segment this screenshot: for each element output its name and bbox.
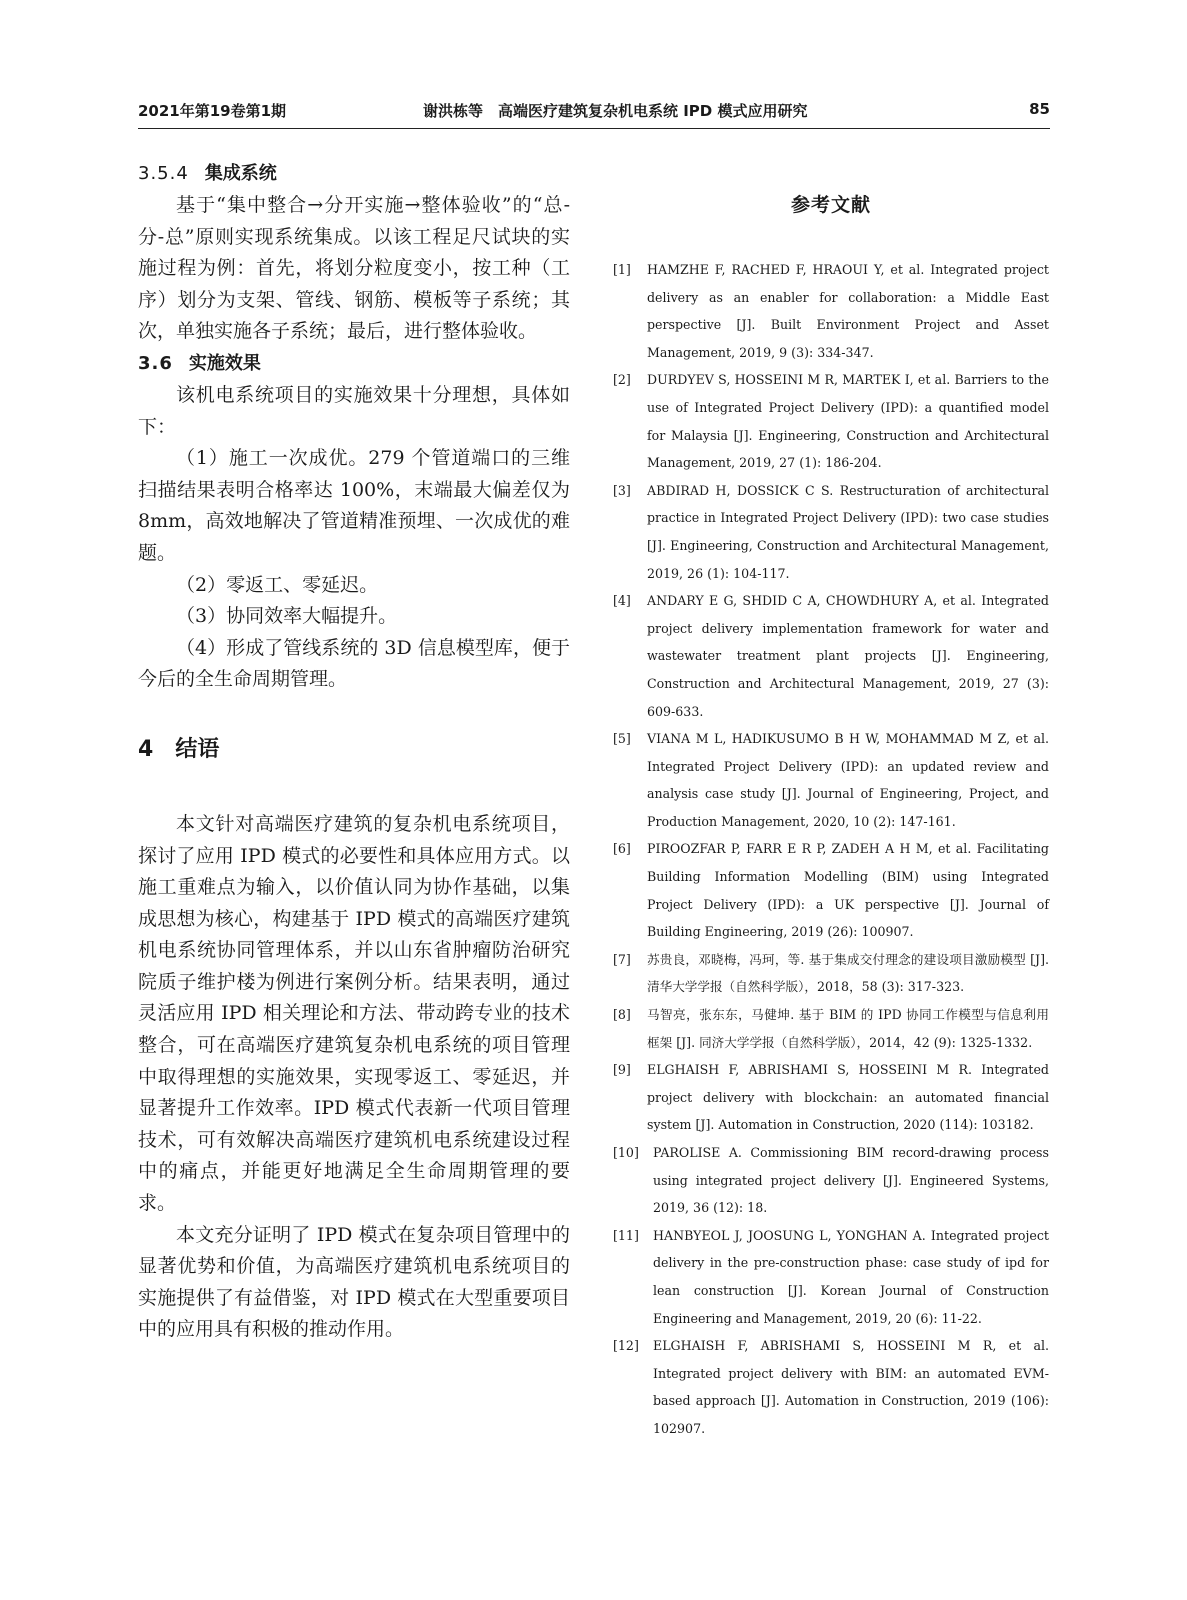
reference-number: [8] [613, 1007, 631, 1023]
reference-number: [3] [613, 482, 631, 498]
header-rule [138, 128, 1050, 129]
reference-text: VIANA M L, HADIKUSUMO B H W, MOHAMMAD M Z, et al. Integrated Project Delivery (IPD): an updated review and analysis case study [J]. Journal of Engineering, Project, and Production Management, 2020, 10 (2): 147-161. [647, 731, 1049, 829]
reference-item [613, 1001, 1049, 1056]
reference-text: PAROLISE A. Commissioning BIM record-drawing process using integrated project delivery [J]. Engineered Systems, 2019, 36 (12): 18. [653, 1145, 1049, 1216]
effect-item: （1）施工一次成优。279 个管道端口的三维扫描结果表明合格率达 100%，末端最大偏差仅为 8mm，高效地解决了管道精准预埋、一次成优的难题。 [138, 447, 570, 564]
body-paragraph: 基于“集中整合→分开实施→整体验收”的“总-分-总”原则实现系统集成。以该工程足尺试块的实施过程为例：首先，将划分粒度变小，按工种（工序）划分为支架、管线、钢筋、模板等子系统；其次，单独实施各子系统；最后，进行整体验收。 [138, 194, 570, 343]
section-heading-3-6 [138, 348, 570, 380]
reference-number: [1] [613, 262, 631, 277]
reference-item [613, 835, 1049, 945]
reference-text: 马智亮，张东东，马健坤. 基于 BIM 的 IPD 协同工作模型与信息利用框架 [J]. 同济大学学报（自然科学版），2014，42 (9): 1325-1332. [647, 1007, 1049, 1050]
reference-item [613, 946, 1049, 1001]
reference-number: [2] [613, 372, 631, 388]
reference-number: [11] [613, 1227, 639, 1243]
conclusion-paragraph: 本文针对高端医疗建筑的复杂机电系统项目，探讨了应用 IPD 模式的必要性和具体应用方式。以施工重难点为输入，以价值认同为协作基础，以集成思想为核心，构建基于 IPD 模式的高端医疗建筑机电系统协同管理体系，并以山东省肿瘤防治研究院质子维护楼为例进行案例分析。结果表明，通过灵活应用 IPD 相关理论和方法、带动跨专业的技术整合，可在高端医疗建筑复杂机电系统的项目管理中取得理想的实施效果，实现零返工、零延迟，并显著提升工作效率。IPD 模式代表新一代项目管理技术，可有效解决高端医疗建筑机电系统建设过程中的痛点，并能更好地满足全生命周期管理的要求。 [138, 812, 570, 1215]
section-title: 集成系统 [204, 163, 277, 184]
section-heading-4 [138, 728, 570, 772]
reference-item [613, 477, 1049, 587]
effect-item: （2）零返工、零延迟。 [176, 573, 379, 596]
section-heading-3-5-4 [138, 158, 570, 190]
reference-item [613, 1222, 1049, 1332]
reference-item [613, 1332, 1049, 1442]
reference-text: ABDIRAD H, DOSSICK C S. Restructuration of architectural practice in Integrated Project Delivery (IPD): two case studies [J]. Engineering, Construction and Architectural Management, 2019, 26 (1): 104-117. [647, 482, 1049, 581]
reference-item [613, 587, 1049, 725]
reference-number: [9] [613, 1062, 631, 1078]
left-column [138, 158, 570, 1346]
reference-item [613, 256, 1049, 366]
running-title: 谢洪栋等 高端医疗建筑复杂机电系统 IPD 模式应用研究 [423, 102, 808, 120]
reference-item [613, 725, 1049, 835]
reference-text: ELGHAISH F, ABRISHAMI S, HOSSEINI M R. Integrated project delivery with blockchain: an automated financial system [J]. Automation in Construction, 2020 (114): 103182. [647, 1062, 1049, 1133]
reference-text: ANDARY E G, SHDID C A, CHOWDHURY A, et al. Integrated project delivery implementation framework for water and wastewater treatment plant projects [J]. Engineering, Construction and Architectural Management, 2019, 27 (3): 609-633. [647, 593, 1049, 719]
page-number: 85 [1029, 100, 1050, 118]
reference-text: 苏贵良，邓晓梅，冯珂，等. 基于集成交付理念的建设项目激励模型 [J]. 清华大学学报（自然科学版），2018，58 (3): 317-323. [647, 951, 1049, 995]
reference-number: [12] [613, 1338, 639, 1354]
reference-number: [4] [613, 593, 631, 609]
reference-text: DURDYEV S, HOSSEINI M R, MARTEK I, et al. Barriers to the use of Integrated Project Delivery (IPD): a quantified model for Malaysia [J]. Engineering, Construction and Architectural Management, 2019, 27 (1): 186-204. [647, 372, 1049, 471]
section-number: 4 [138, 736, 154, 762]
reference-number: [5] [613, 731, 631, 747]
reference-text: PIROOZFAR P, FARR E R P, ZADEH A H M, et al. Facilitating Building Information Modelling (BIM) using Integrated Project Delivery (IPD): a UK perspective [J]. Journal of Building Engineering, 2019 (26): 100907. [647, 841, 1049, 940]
reference-text: HAMZHE F, RACHED F, HRAOUI Y, et al. Integrated project delivery as an enabler for collaboration: a Middle East perspective [J]. Built Environment Project and Asset Management, 2019, 9 (3): 334-347. [647, 262, 1049, 360]
effect-item: （3）协同效率大幅提升。 [176, 605, 398, 628]
running-header [138, 96, 1050, 126]
section-title: 实施效果 [188, 352, 261, 374]
right-column [613, 188, 1049, 1443]
journal-issue: 2021年第19卷第1期 [138, 102, 287, 120]
section-title: 结语 [175, 736, 220, 762]
conclusion-paragraph: 本文充分证明了 IPD 模式在复杂项目管理中的显著优势和价值，为高端医疗建筑机电系统项目的实施提供了有益借鉴，对 IPD 模式在大型重要项目中的应用具有积极的推动作用。 [138, 1223, 570, 1341]
reference-number: [6] [613, 841, 631, 857]
reference-number: [10] [613, 1145, 639, 1160]
reference-item [613, 1139, 1049, 1222]
reference-item [613, 1056, 1049, 1139]
reference-number: [7] [613, 951, 631, 967]
effect-item: （4）形成了管线系统的 3D 信息模型库，便于今后的全生命周期管理。 [138, 636, 570, 691]
reference-item [613, 366, 1049, 476]
section-number: 3.6 [138, 352, 173, 374]
body-paragraph: 该机电系统项目的实施效果十分理想，具体如下： [138, 383, 570, 438]
references-heading: 参考文献 [790, 194, 871, 216]
section-number: 3.5.4 [138, 163, 189, 184]
reference-text: ELGHAISH F, ABRISHAMI S, HOSSEINI M R, et al. Integrated project delivery with BIM: an automated EVM-based approach [J]. Automation in Construction, 2019 (106): 102907. [653, 1338, 1049, 1436]
reference-text: HANBYEOL J, JOOSUNG L, YONGHAN A. Integrated project delivery in the pre-construction phase: case study of ipd for lean construction [J]. Korean Journal of Construction Engineering and Management, 2019, 20 (6): 11-22. [653, 1227, 1049, 1326]
